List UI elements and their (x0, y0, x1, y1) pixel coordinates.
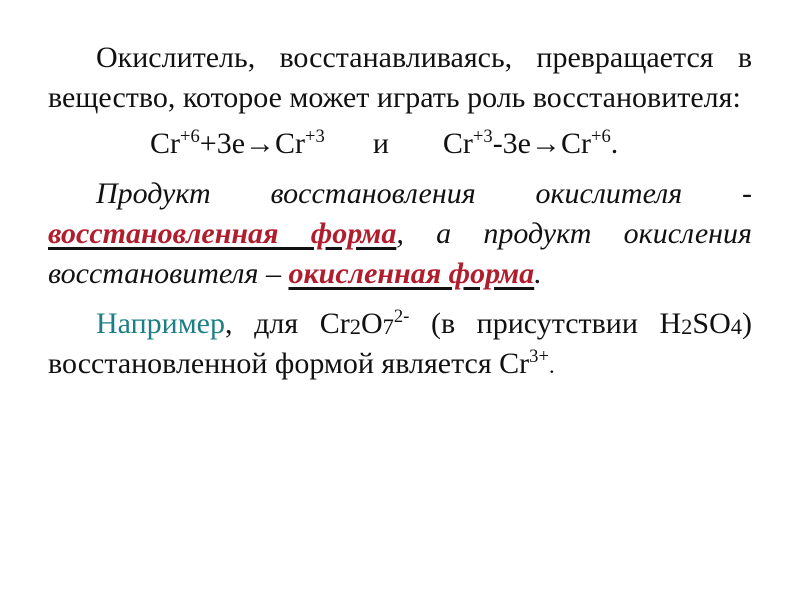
eq2-period: . (610, 127, 619, 160)
equation-reduction (150, 124, 325, 164)
paragraph-products (48, 174, 752, 294)
equation-connector: и (372, 127, 389, 160)
paragraph-oxidizer-text: Окислитель, восстанавливаясь, превращается в вещество, которое может играть роль восстановителя: (48, 41, 752, 114)
eq2-charge-result: +6 (591, 126, 611, 148)
eq2-arrow-part: -3e→Cr (492, 127, 591, 160)
example-text-4: SO (692, 307, 731, 340)
products-text-2: , а продукт окисления восстановителя – (48, 217, 752, 290)
example-sup-2: 3+ (529, 346, 549, 368)
eq1-symbol: Cr (150, 127, 180, 160)
equations-line (48, 124, 752, 164)
term-reduced-form: восстановленная форма (48, 217, 397, 250)
eq2-symbol: Cr (442, 127, 473, 160)
eq1-charge-result: +3 (305, 126, 325, 148)
paragraph-example (48, 304, 752, 386)
example-sub-4: 4 (730, 314, 742, 340)
products-text-1: Продукт восстановления окислителя - (96, 177, 752, 210)
equation-oxidation (443, 124, 618, 164)
example-text-3: (в присутствии H (409, 307, 682, 340)
example-text-1: , для Cr (225, 307, 350, 340)
example-text-2: O (360, 307, 383, 340)
example-sub-2: 7 (382, 314, 394, 340)
eq2-charge: +3 (472, 126, 493, 148)
example-text-6: . (548, 353, 555, 378)
term-oxidized-form: окисленная форма (288, 257, 535, 290)
example-sup-1: 2- (393, 306, 410, 328)
products-text-3: . (534, 257, 542, 290)
example-lead: Например (96, 307, 225, 340)
example-text-5: ) восстановленной формой является Cr (48, 307, 752, 380)
eq1-arrow-part: +3e→Cr (199, 127, 306, 160)
example-sub-1: 2 (349, 314, 361, 340)
example-sub-3: 2 (681, 314, 693, 340)
paragraph-oxidizer (48, 38, 752, 118)
eq1-charge: +6 (180, 126, 200, 148)
